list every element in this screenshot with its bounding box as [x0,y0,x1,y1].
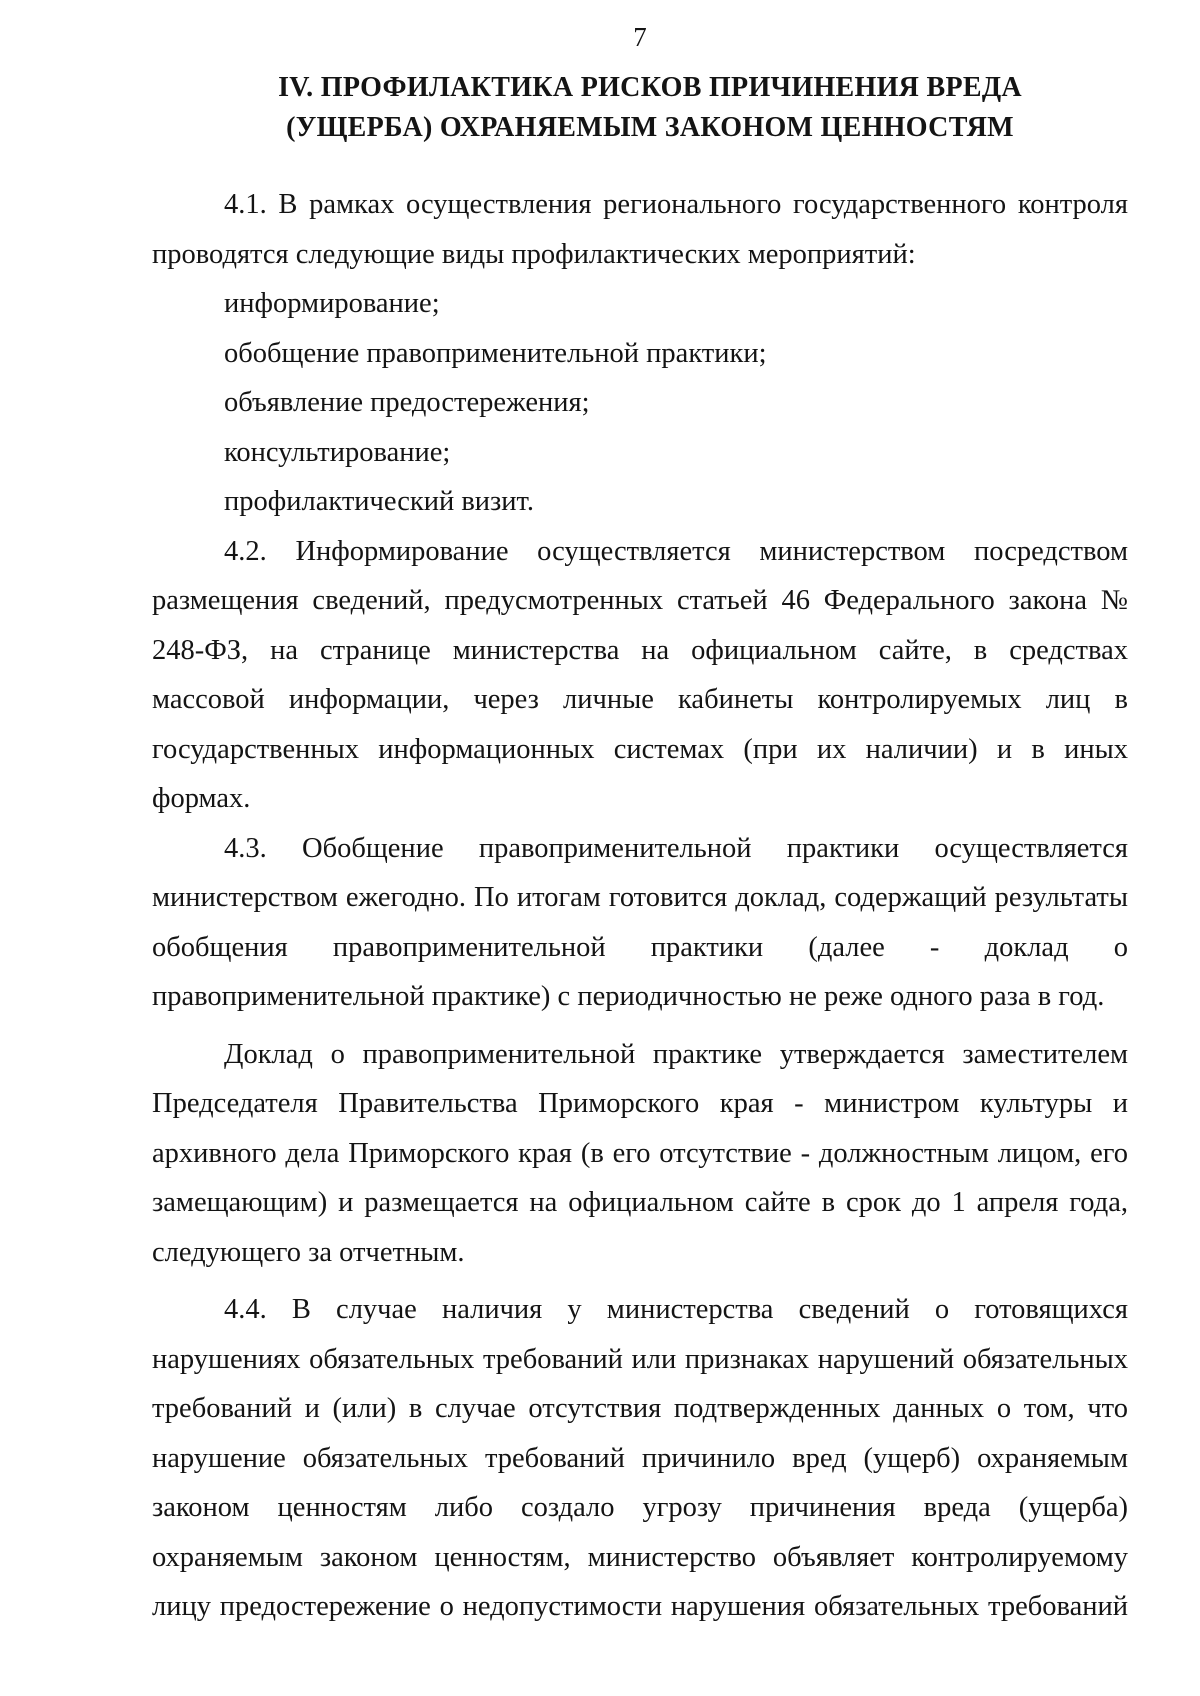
list-item-warning: объявление предостережения; [224,387,590,418]
list-item-preventive-visit: профилактический визит. [224,486,534,517]
list-item-informing: информирование; [224,288,440,319]
page-number: 7 [633,22,647,52]
paragraph-report-approval: Доклад о правоприменительной практике утверждается заместителем Председателя Правительства Приморского края - министром культуры и архивного дела Приморского края (в его отсутствие - должностным лицом, его замещающим) и размещается на официальном сайте в срок до 1 апреля года, следующего за отчетным. [152,1038,1128,1268]
document-body [152,180,1128,1632]
paragraph-4-4: 4.4. В случае наличия у министерства сведений о готовящихся нарушениях обязательных требований или признаках нарушений обязательных требований и (или) в случае отсутствия подтвержденных данных о том, что нарушение обязательных требований причинило вред (ущерб) охраняемым законом ценностям либо создало угрозу причинения вреда (ущерба) охраняемым законом ценностям, министерство объявляет контролируемому лицу предостережение о недопустимости нарушения обязательных требований [152,1294,1128,1622]
list-item-consulting: консультирование; [224,436,451,468]
section-heading [150,68,1150,148]
paragraph-4-2: 4.2. Информирование осуществляется министерством посредством размещения сведений, предусмотренных статьей 46 Федерального закона № 248-ФЗ, на странице министерства на официальном сайте, в средствах массовой информации, через личные кабинеты контролируемых лиц в государственных информационных системах (при их наличии) и в иных формах. [152,535,1128,814]
section-heading-line-1: IV. ПРОФИЛАКТИКА РИСКОВ ПРИЧИНЕНИЯ ВРЕДА [278,72,1022,103]
section-heading-line-2: (УЩЕРБА) ОХРАНЯЕМЫМ ЗАКОНОМ ЦЕННОСТЯМ [286,112,1014,143]
paragraph-4-3: 4.3. Обобщение правоприменительной практики осуществляется министерством ежегодно. По итогам готовится доклад, содержащий результаты обобщения правоприменительной практики (далее - доклад о правоприменительной практике) с периодичностью не реже одного раза в год. [152,832,1128,1012]
paragraph-4-1: 4.1. В рамках осуществления регионального государственного контроля проводятся следующие виды профилактических мероприятий: [152,189,1128,270]
list-item-generalization: обобщение правоприменительной практики; [224,337,767,369]
